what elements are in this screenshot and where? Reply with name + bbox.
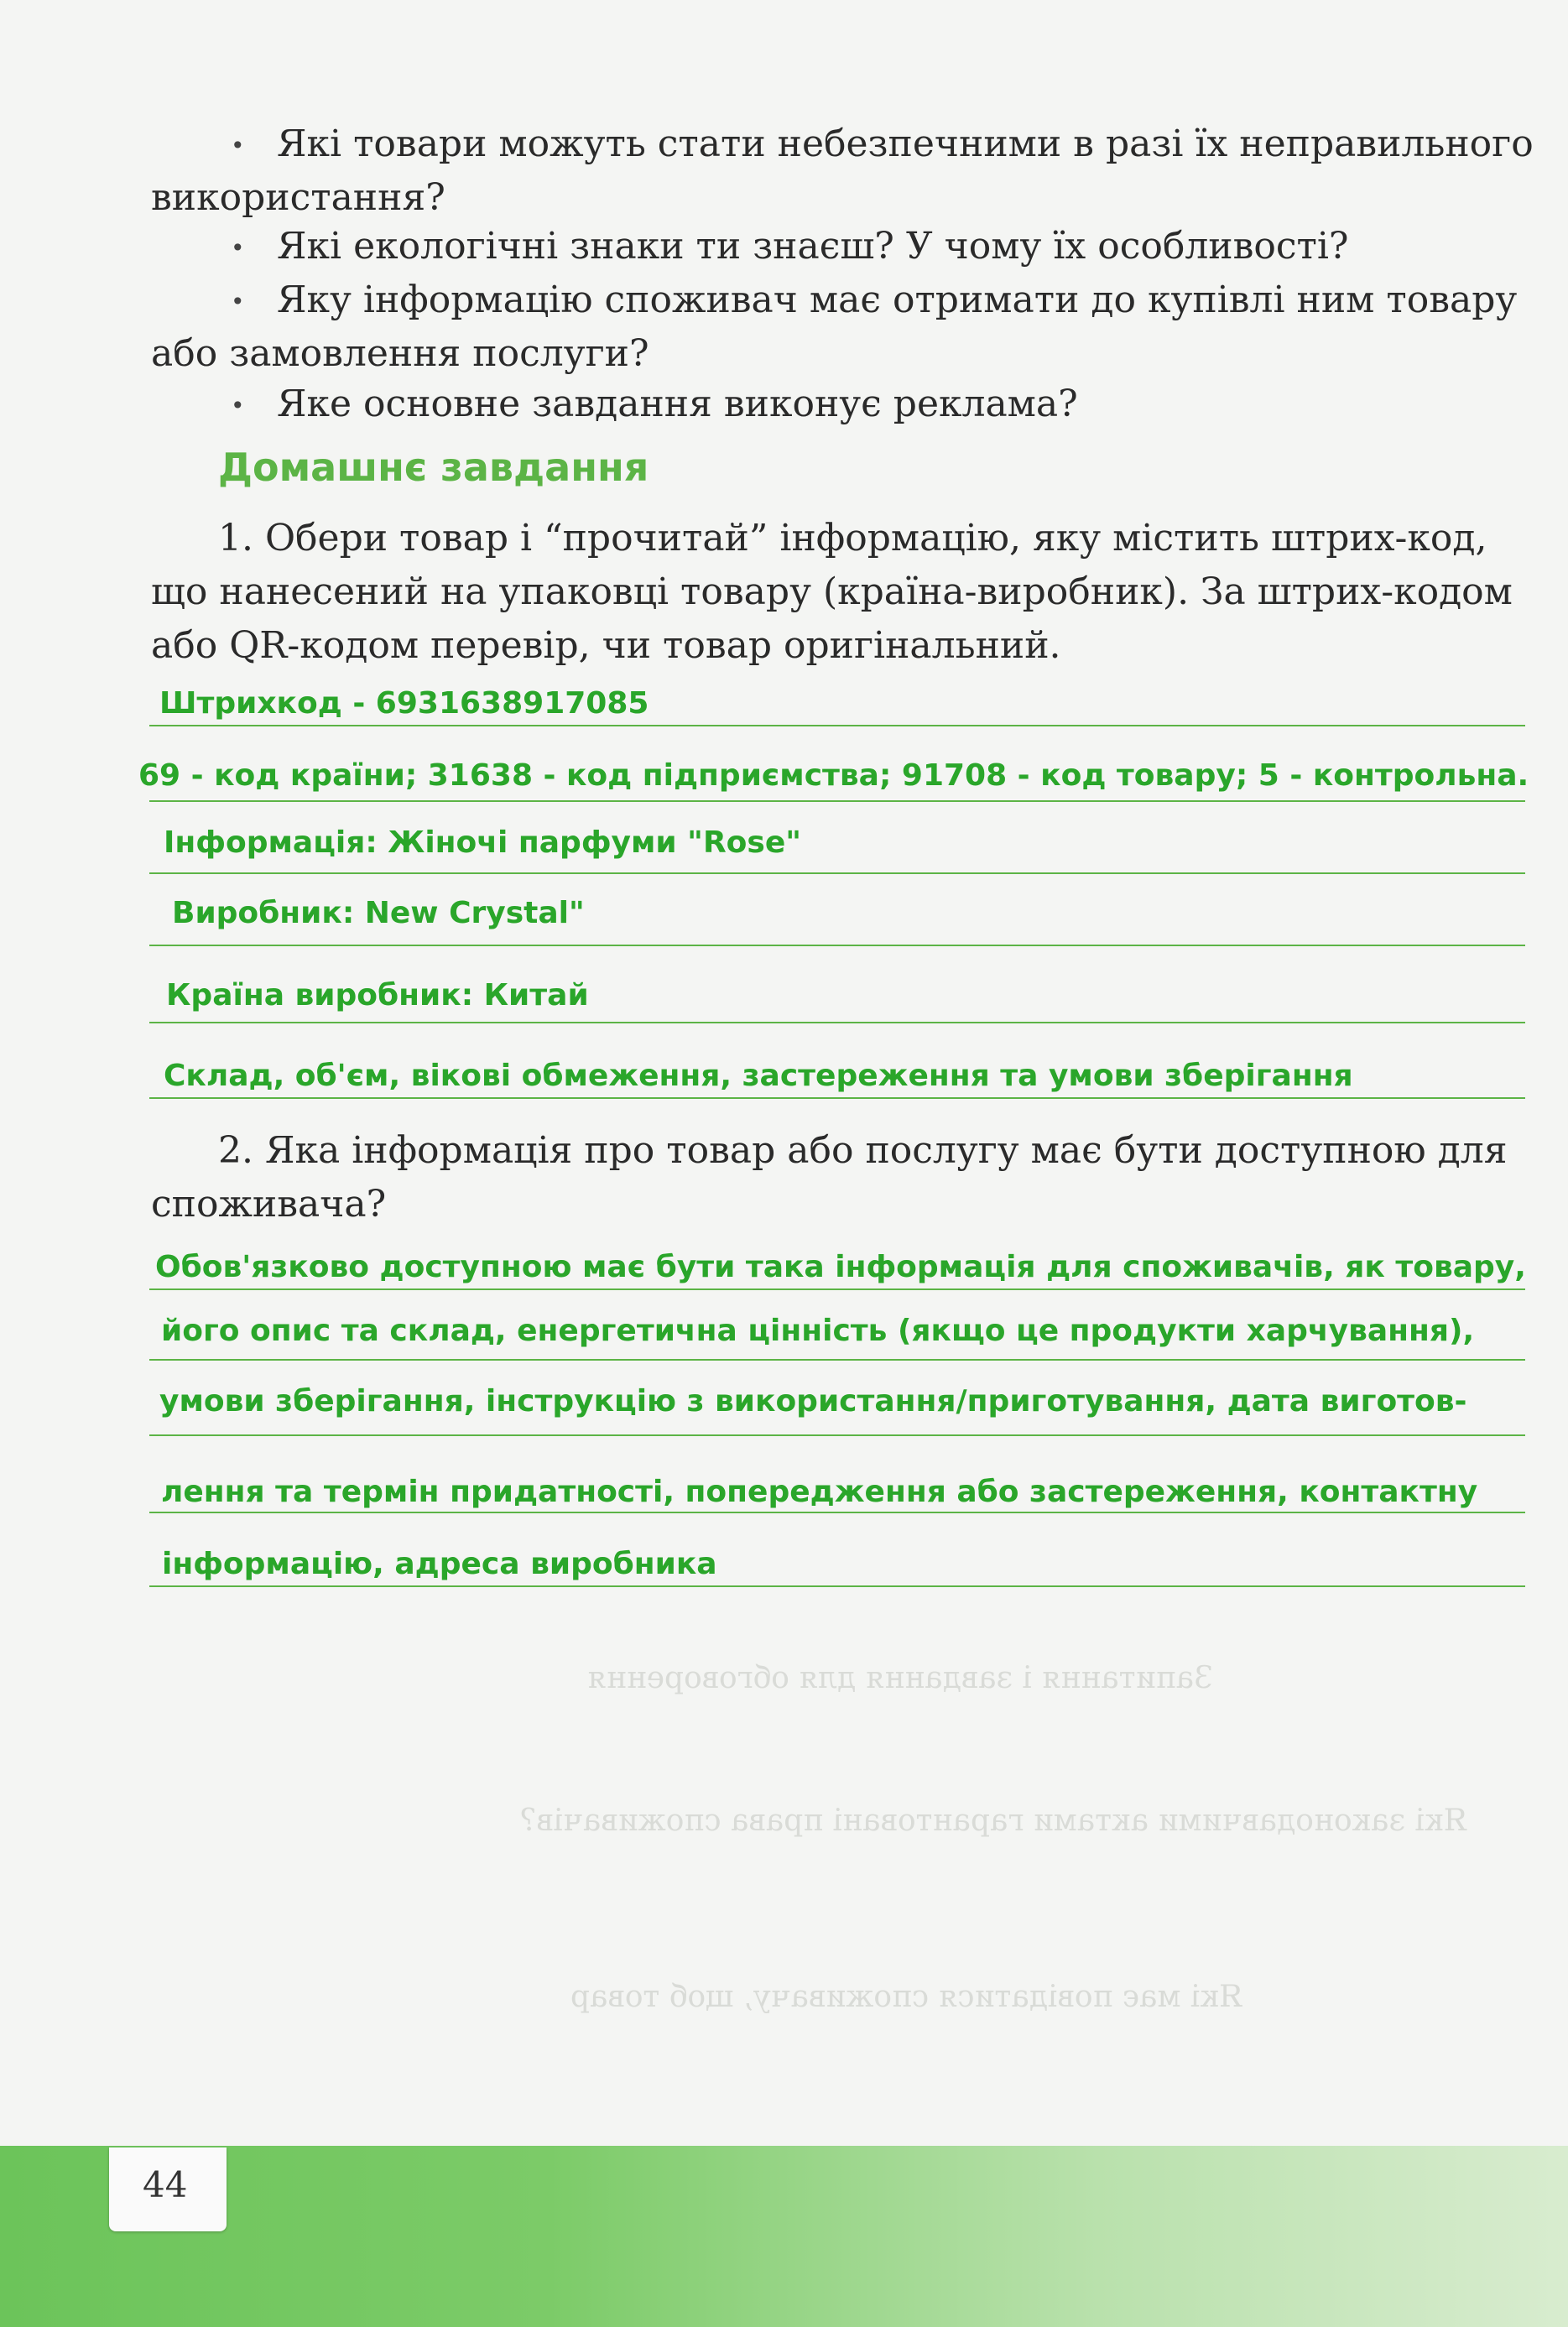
task-1-line: або QR-кодом перевір, чи товар оригінальний. — [151, 624, 1061, 667]
answer-rule — [149, 945, 1525, 946]
question-1 — [277, 117, 1534, 171]
answer-rule — [149, 1022, 1525, 1023]
answer-line: Штрихкод - 6931638917085 — [159, 686, 649, 721]
answer-rule — [149, 800, 1525, 802]
answer-rule — [149, 1097, 1525, 1099]
answer-line: інформацію, адреса виробника — [162, 1547, 717, 1581]
answer-rule — [149, 1512, 1525, 1513]
task-1-line: 1. Обери товар і “прочитай” інформацію, яку містить штрих-код, — [218, 517, 1487, 560]
section-title: Домашнє завдання — [218, 445, 649, 490]
task-1 — [151, 512, 1527, 673]
answer-rule — [149, 1434, 1525, 1436]
question-3 — [277, 273, 1517, 327]
answer-line: його опис та склад, енергетична цінність (якщо це продукти харчування), — [161, 1314, 1475, 1348]
question-3-cont — [151, 327, 649, 381]
question-1-cont — [151, 171, 445, 225]
answer-line: лення та термін придатності, попередження або застереження, контактну — [161, 1475, 1478, 1509]
task-1-line: що нанесений на упаковці товару (країна-виробник). За штрих-кодом — [151, 570, 1513, 613]
question-2-text: Які екологічні знаки ти знаєш? У чому їх особливості? — [277, 225, 1349, 268]
question-2 — [277, 220, 1349, 273]
task-2 — [151, 1124, 1527, 1231]
answer-rule — [149, 725, 1525, 726]
question-4 — [277, 377, 1078, 431]
question-3-text-cont: або замовлення послуги? — [151, 332, 649, 375]
question-1-text: Які товари можуть стати небезпечними в разі їх неправильного — [277, 122, 1534, 165]
answer-rule — [149, 1359, 1525, 1361]
answer-rule — [149, 1585, 1525, 1587]
question-1-text-cont: використання? — [151, 176, 445, 219]
show-through-text: Запитання і завдання для обговорення — [587, 1661, 1213, 1695]
answer-line: Виробник: New Crystal" — [172, 896, 585, 930]
answer-rule — [149, 872, 1525, 874]
answer-line: умови зберігання, інструкцію з використання/приготування, дата виготов- — [159, 1384, 1467, 1419]
show-through-text: Які має повідатися споживачу, щоб товар — [570, 1980, 1244, 2014]
question-3-text: Яку інформацію споживач має отримати до купівлі ним товару — [277, 279, 1518, 321]
answer-line: Обов'язково доступною має бути така інформація для споживачів, як товару, — [155, 1250, 1526, 1284]
answer-line: Склад, об'єм, вікові обмеження, застереження та умови зберігання — [164, 1059, 1353, 1093]
answer-line: Інформація: Жіночі парфуми "Rose" — [164, 825, 801, 860]
task-2-line: споживача? — [151, 1183, 387, 1226]
answer-line: 69 - код країни; 31638 - код підприємства; 91708 - код товару; 5 - контрольна. — [138, 758, 1529, 793]
task-2-line: 2. Яка інформація про товар або послугу має бути доступною для — [218, 1129, 1508, 1172]
question-4-text: Яке основне завдання виконує реклама? — [277, 383, 1078, 425]
answer-rule — [149, 1288, 1525, 1290]
show-through-text: Які законодавчими актами гарантовані права споживачів? — [520, 1804, 1468, 1838]
footer-band — [0, 2146, 1568, 2327]
page-number: 44 — [143, 2164, 188, 2205]
answer-line: Країна виробник: Китай — [166, 978, 589, 1013]
